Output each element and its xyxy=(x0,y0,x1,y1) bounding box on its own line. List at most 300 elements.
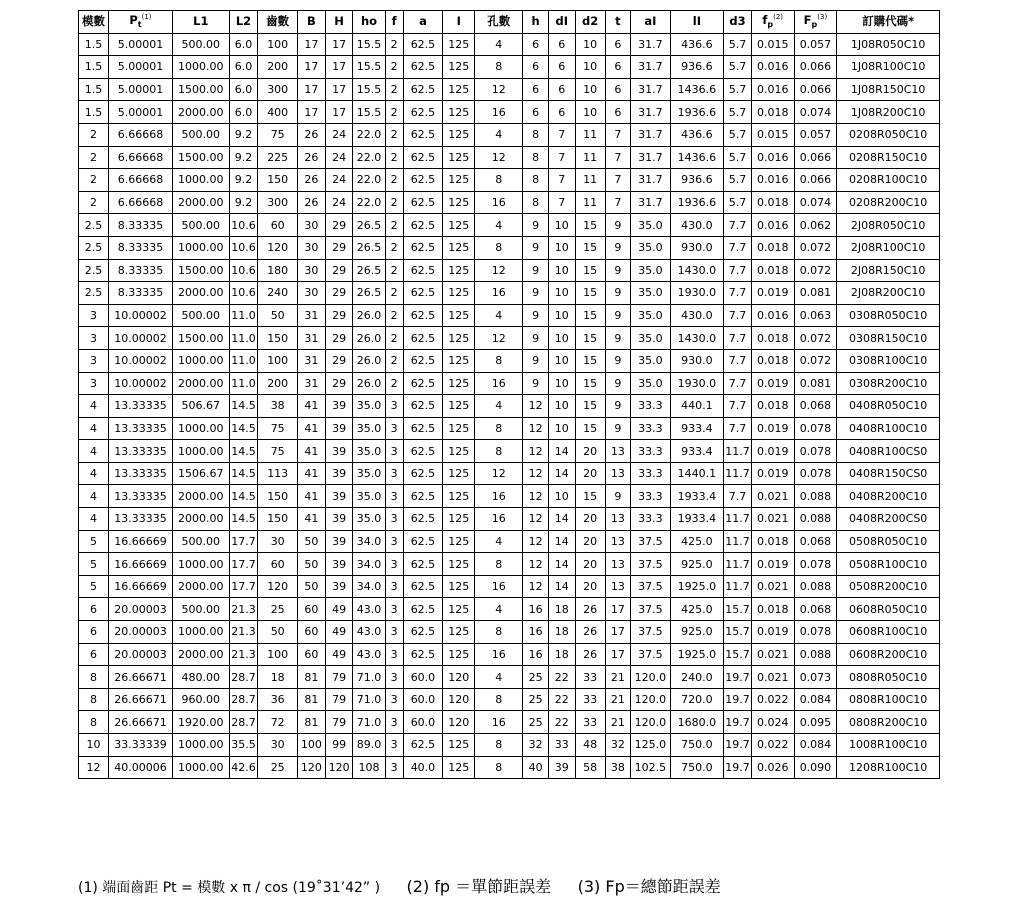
table-cell: 40.0 xyxy=(403,756,443,779)
table-cell: 19.7 xyxy=(724,688,752,711)
table-row xyxy=(79,711,940,734)
table-cell: 16 xyxy=(475,508,523,531)
table-cell: 8.33335 xyxy=(108,236,172,259)
table-cell: 13 xyxy=(605,508,631,531)
table-cell: 5 xyxy=(79,530,109,553)
table-cell: 15.7 xyxy=(724,598,752,621)
Fp-label: F xyxy=(803,13,812,28)
table-cell: 2 xyxy=(385,282,403,305)
table-cell: 1430.0 xyxy=(670,327,723,350)
table-cell: 0.019 xyxy=(751,372,794,395)
table-cell: 17 xyxy=(605,598,631,621)
table-cell: 2 xyxy=(79,146,109,169)
table-cell: 125 xyxy=(443,756,475,779)
table-cell: 35.0 xyxy=(631,282,671,305)
table-cell: 0.084 xyxy=(794,734,837,757)
table-cell: 1933.4 xyxy=(670,508,723,531)
table-cell: 1920.00 xyxy=(173,711,230,734)
table-cell: 0408R200C10 xyxy=(837,485,940,508)
table-cell: 2.5 xyxy=(79,259,109,282)
table-cell: 30 xyxy=(297,236,325,259)
table-cell: 2000.00 xyxy=(173,372,230,395)
table-cell: 1J08R100C10 xyxy=(837,56,940,79)
table-cell: 150 xyxy=(258,327,298,350)
table-cell: 14.5 xyxy=(229,485,258,508)
table-row xyxy=(79,508,940,531)
table-cell: 125 xyxy=(443,417,475,440)
table-cell: 14 xyxy=(548,462,575,485)
table-cell: 26.66671 xyxy=(108,688,172,711)
table-cell: 125 xyxy=(443,643,475,666)
table-cell: 14.5 xyxy=(229,508,258,531)
table-cell: 26 xyxy=(297,169,325,192)
table-cell: 1.5 xyxy=(79,78,109,101)
table-cell: 0408R100CS0 xyxy=(837,440,940,463)
table-cell: 10 xyxy=(548,282,575,305)
table-cell: 3 xyxy=(385,485,403,508)
table-cell: 62.5 xyxy=(403,101,443,124)
table-cell: 6.0 xyxy=(229,78,258,101)
table-cell: 8 xyxy=(79,666,109,689)
table-cell: 37.5 xyxy=(631,530,671,553)
table-cell: 1000.00 xyxy=(173,734,230,757)
table-cell: 16 xyxy=(523,643,549,666)
table-cell: 62.5 xyxy=(403,598,443,621)
table-cell: 4 xyxy=(79,417,109,440)
table-cell: 28.7 xyxy=(229,711,258,734)
col-header-d3: d3 xyxy=(724,11,752,34)
table-cell: 2 xyxy=(385,259,403,282)
table-row xyxy=(79,304,940,327)
table-cell: 0.018 xyxy=(751,259,794,282)
pt-subscript: t xyxy=(137,20,142,30)
table-cell: 125 xyxy=(443,123,475,146)
table-cell: 8.33335 xyxy=(108,214,172,237)
table-cell: 0.066 xyxy=(794,78,837,101)
col-header-pt xyxy=(108,11,172,34)
table-cell: 29 xyxy=(325,349,353,372)
table-row xyxy=(79,349,940,372)
table-cell: 5.7 xyxy=(724,78,752,101)
table-row xyxy=(79,530,940,553)
table-cell: 0.018 xyxy=(751,191,794,214)
table-row xyxy=(79,259,940,282)
table-cell: 125 xyxy=(443,575,475,598)
table-cell: 20 xyxy=(575,530,605,553)
table-cell: 0.088 xyxy=(794,643,837,666)
table-cell: 2 xyxy=(79,191,109,214)
table-cell: 25 xyxy=(523,711,549,734)
table-cell: 41 xyxy=(297,417,325,440)
table-cell: 0.063 xyxy=(794,304,837,327)
table-cell: 43.0 xyxy=(353,643,385,666)
table-cell: 3 xyxy=(385,462,403,485)
table-cell: 37.5 xyxy=(631,598,671,621)
table-cell: 100 xyxy=(258,349,298,372)
table-cell: 0508R100C10 xyxy=(837,553,940,576)
table-cell: 1000.00 xyxy=(173,56,230,79)
table-cell: 35.0 xyxy=(631,372,671,395)
table-cell: 9 xyxy=(523,282,549,305)
footnote-1: (1) 端面齒距 Pt = 模數 x π / cos (19˚31’42” ) xyxy=(78,880,381,896)
table-cell: 8 xyxy=(523,146,549,169)
table-cell: 0.018 xyxy=(751,101,794,124)
table-cell: 21.3 xyxy=(229,598,258,621)
table-cell: 933.4 xyxy=(670,440,723,463)
table-cell: 6.0 xyxy=(229,101,258,124)
table-cell: 2 xyxy=(385,191,403,214)
table-cell: 0308R050C10 xyxy=(837,304,940,327)
table-cell: 6.0 xyxy=(229,56,258,79)
table-cell: 1933.4 xyxy=(670,485,723,508)
table-cell: 125 xyxy=(443,734,475,757)
table-cell: 2 xyxy=(79,169,109,192)
table-cell: 7 xyxy=(605,146,631,169)
table-cell: 32 xyxy=(605,734,631,757)
table-row xyxy=(79,417,940,440)
table-cell: 0208R150C10 xyxy=(837,146,940,169)
table-cell: 39 xyxy=(325,575,353,598)
table-cell: 9 xyxy=(605,349,631,372)
table-cell: 15 xyxy=(575,282,605,305)
table-cell: 125.0 xyxy=(631,734,671,757)
table-cell: 5 xyxy=(79,575,109,598)
table-cell: 24 xyxy=(325,146,353,169)
table-cell: 33.3 xyxy=(631,462,671,485)
col-header-l1: L1 xyxy=(173,11,230,34)
table-cell: 41 xyxy=(297,395,325,418)
table-cell: 8 xyxy=(475,236,523,259)
table-cell: 20.00003 xyxy=(108,598,172,621)
table-cell: 5.7 xyxy=(724,101,752,124)
table-cell: 48 xyxy=(575,734,605,757)
table-cell: 0.019 xyxy=(751,621,794,644)
table-cell: 10.00002 xyxy=(108,372,172,395)
table-cell: 25 xyxy=(258,598,298,621)
table-cell: 0.016 xyxy=(751,304,794,327)
table-cell: 6 xyxy=(605,56,631,79)
table-cell: 10 xyxy=(79,734,109,757)
table-cell: 10 xyxy=(548,304,575,327)
table-cell: 26 xyxy=(575,621,605,644)
table-cell: 9 xyxy=(523,327,549,350)
table-cell: 7.7 xyxy=(724,485,752,508)
table-cell: 0.078 xyxy=(794,553,837,576)
table-cell: 4 xyxy=(79,440,109,463)
table-cell: 28.7 xyxy=(229,666,258,689)
table-cell: 1000.00 xyxy=(173,553,230,576)
table-cell: 22 xyxy=(548,711,575,734)
table-cell: 12 xyxy=(475,259,523,282)
table-cell: 30 xyxy=(297,282,325,305)
table-cell: 113 xyxy=(258,462,298,485)
table-cell: 33 xyxy=(548,734,575,757)
table-cell: 125 xyxy=(443,395,475,418)
table-cell: 1500.00 xyxy=(173,78,230,101)
table-cell: 400 xyxy=(258,101,298,124)
table-cell: 5 xyxy=(79,553,109,576)
table-cell: 0.016 xyxy=(751,214,794,237)
table-cell: 10 xyxy=(548,349,575,372)
table-cell: 9 xyxy=(605,236,631,259)
table-cell: 125 xyxy=(443,304,475,327)
table-cell: 8 xyxy=(475,440,523,463)
table-cell: 125 xyxy=(443,530,475,553)
table-cell: 75 xyxy=(258,123,298,146)
table-cell: 13 xyxy=(605,462,631,485)
table-cell: 81 xyxy=(297,688,325,711)
table-cell: 14 xyxy=(548,575,575,598)
table-cell: 1000.00 xyxy=(173,756,230,779)
table-cell: 9.2 xyxy=(229,123,258,146)
table-cell: 62.5 xyxy=(403,56,443,79)
table-cell: 11.7 xyxy=(724,508,752,531)
table-cell: 120.0 xyxy=(631,711,671,734)
table-cell: 22 xyxy=(548,688,575,711)
table-cell: 750.0 xyxy=(670,756,723,779)
table-cell: 500.00 xyxy=(173,598,230,621)
table-cell: 11.0 xyxy=(229,327,258,350)
table-row xyxy=(79,575,940,598)
table-cell: 26.66671 xyxy=(108,711,172,734)
table-cell: 15 xyxy=(575,395,605,418)
table-cell: 120 xyxy=(297,756,325,779)
table-cell: 0608R200C10 xyxy=(837,643,940,666)
table-cell: 6.66668 xyxy=(108,169,172,192)
table-cell: 0508R050C10 xyxy=(837,530,940,553)
table-cell: 62.5 xyxy=(403,734,443,757)
table-cell: 39 xyxy=(325,485,353,508)
table-cell: 4 xyxy=(79,395,109,418)
table-cell: 8 xyxy=(475,688,523,711)
table-cell: 25 xyxy=(523,688,549,711)
table-cell: 0.015 xyxy=(751,123,794,146)
table-cell: 13.33335 xyxy=(108,417,172,440)
table-cell: 33.3 xyxy=(631,395,671,418)
table-cell: 0.019 xyxy=(751,282,794,305)
table-cell: 1000.00 xyxy=(173,236,230,259)
table-cell: 1500.00 xyxy=(173,146,230,169)
table-cell: 26.5 xyxy=(353,259,385,282)
table-cell: 4 xyxy=(475,304,523,327)
table-cell: 15 xyxy=(575,327,605,350)
table-cell: 6 xyxy=(523,78,549,101)
table-cell: 6.66668 xyxy=(108,123,172,146)
table-cell: 26 xyxy=(575,598,605,621)
table-cell: 43.0 xyxy=(353,621,385,644)
table-cell: 1430.0 xyxy=(670,259,723,282)
table-cell: 1680.0 xyxy=(670,711,723,734)
table-cell: 11 xyxy=(575,146,605,169)
table-cell: 0.021 xyxy=(751,508,794,531)
table-cell: 125 xyxy=(443,508,475,531)
table-cell: 3 xyxy=(385,530,403,553)
table-cell: 11 xyxy=(575,191,605,214)
table-cell: 925.0 xyxy=(670,553,723,576)
table-cell: 17 xyxy=(297,78,325,101)
table-cell: 125 xyxy=(443,485,475,508)
table-cell: 0.019 xyxy=(751,440,794,463)
col-header-l-lower: lI xyxy=(670,11,723,34)
table-cell: 9 xyxy=(523,372,549,395)
table-cell: 29 xyxy=(325,214,353,237)
table-cell: 425.0 xyxy=(670,598,723,621)
table-row xyxy=(79,169,940,192)
table-cell: 3 xyxy=(385,734,403,757)
table-cell: 5.7 xyxy=(724,56,752,79)
table-cell: 15.7 xyxy=(724,621,752,644)
table-cell: 300 xyxy=(258,78,298,101)
table-cell: 0.081 xyxy=(794,372,837,395)
table-cell: 15.5 xyxy=(353,101,385,124)
footnote-2: (2) fp ＝單節距誤差 xyxy=(406,877,552,896)
table-cell: 7 xyxy=(548,191,575,214)
table-cell: 21.3 xyxy=(229,621,258,644)
table-cell: 5.7 xyxy=(724,123,752,146)
table-cell: 13.33335 xyxy=(108,462,172,485)
table-row xyxy=(79,553,940,576)
table-cell: 5.7 xyxy=(724,191,752,214)
table-cell: 12 xyxy=(523,462,549,485)
table-cell: 26.5 xyxy=(353,236,385,259)
table-cell: 60 xyxy=(297,621,325,644)
table-cell: 10.6 xyxy=(229,214,258,237)
table-cell: 0.018 xyxy=(751,598,794,621)
table-cell: 71.0 xyxy=(353,711,385,734)
table-cell: 0.090 xyxy=(794,756,837,779)
table-cell: 6.0 xyxy=(229,33,258,56)
table-cell: 3 xyxy=(385,688,403,711)
table-cell: 0208R050C10 xyxy=(837,123,940,146)
table-cell: 2J08R050C10 xyxy=(837,214,940,237)
table-cell: 300 xyxy=(258,191,298,214)
table-cell: 60 xyxy=(258,553,298,576)
table-cell: 25 xyxy=(523,666,549,689)
table-cell: 3 xyxy=(385,711,403,734)
table-cell: 0208R100C10 xyxy=(837,169,940,192)
table-cell: 15.5 xyxy=(353,56,385,79)
table-cell: 5.7 xyxy=(724,146,752,169)
table-cell: 22.0 xyxy=(353,191,385,214)
table-cell: 120 xyxy=(258,236,298,259)
table-cell: 0.081 xyxy=(794,282,837,305)
table-cell: 41 xyxy=(297,485,325,508)
table-cell: 39 xyxy=(548,756,575,779)
table-cell: 2 xyxy=(385,304,403,327)
table-cell: 2 xyxy=(79,123,109,146)
table-cell: 31.7 xyxy=(631,33,671,56)
table-cell: 81 xyxy=(297,666,325,689)
table-cell: 15 xyxy=(575,417,605,440)
table-cell: 79 xyxy=(325,666,353,689)
table-cell: 436.6 xyxy=(670,123,723,146)
fp-label: f xyxy=(762,13,768,28)
table-cell: 31 xyxy=(297,372,325,395)
table-cell: 39 xyxy=(325,553,353,576)
table-cell: 2000.00 xyxy=(173,101,230,124)
table-cell: 8 xyxy=(475,734,523,757)
col-header-order-code: 訂購代碼* xyxy=(837,11,940,34)
table-cell: 2 xyxy=(385,372,403,395)
table-cell: 8 xyxy=(475,417,523,440)
table-row xyxy=(79,214,940,237)
table-cell: 0.068 xyxy=(794,530,837,553)
table-cell: 933.4 xyxy=(670,417,723,440)
table-cell: 62.5 xyxy=(403,440,443,463)
table-cell: 28.7 xyxy=(229,688,258,711)
table-cell: 100 xyxy=(258,643,298,666)
table-cell: 6 xyxy=(523,56,549,79)
table-cell: 75 xyxy=(258,440,298,463)
table-cell: 14 xyxy=(548,530,575,553)
table-cell: 3 xyxy=(385,643,403,666)
table-cell: 240 xyxy=(258,282,298,305)
table-cell: 16 xyxy=(475,643,523,666)
table-cell: 1000.00 xyxy=(173,621,230,644)
table-cell: 79 xyxy=(325,711,353,734)
table-cell: 62.5 xyxy=(403,236,443,259)
table-cell: 17 xyxy=(297,101,325,124)
table-cell: 0508R200C10 xyxy=(837,575,940,598)
table-cell: 21.3 xyxy=(229,643,258,666)
table-cell: 1925.0 xyxy=(670,575,723,598)
table-cell: 18 xyxy=(548,598,575,621)
table-cell: 26 xyxy=(297,191,325,214)
table-cell: 0308R200C10 xyxy=(837,372,940,395)
table-cell: 2J08R100C10 xyxy=(837,236,940,259)
table-cell: 12 xyxy=(523,553,549,576)
table-cell: 42.6 xyxy=(229,756,258,779)
table-cell: 0.074 xyxy=(794,101,837,124)
table-cell: 14.5 xyxy=(229,462,258,485)
table-cell: 7 xyxy=(605,191,631,214)
table-cell: 0.021 xyxy=(751,575,794,598)
table-cell: 9 xyxy=(523,259,549,282)
table-cell: 7.7 xyxy=(724,259,752,282)
table-cell: 1J08R200C10 xyxy=(837,101,940,124)
table-cell: 62.5 xyxy=(403,78,443,101)
table-cell: 13 xyxy=(605,575,631,598)
specification-table xyxy=(78,10,940,779)
table-cell: 0.018 xyxy=(751,395,794,418)
table-cell: 14.5 xyxy=(229,417,258,440)
table-cell: 9 xyxy=(523,236,549,259)
table-cell: 10.00002 xyxy=(108,304,172,327)
table-cell: 29 xyxy=(325,282,353,305)
table-cell: 17 xyxy=(325,33,353,56)
table-cell: 19.7 xyxy=(724,756,752,779)
table-cell: 125 xyxy=(443,33,475,56)
table-cell: 0.021 xyxy=(751,485,794,508)
table-cell: 17.7 xyxy=(229,553,258,576)
table-cell: 11 xyxy=(575,123,605,146)
table-cell: 10 xyxy=(548,327,575,350)
col-header-holes: 孔數 xyxy=(475,11,523,34)
table-cell: 16.66669 xyxy=(108,575,172,598)
table-cell: 2 xyxy=(385,214,403,237)
table-cell: 1436.6 xyxy=(670,146,723,169)
table-row xyxy=(79,688,940,711)
table-cell: 6.66668 xyxy=(108,146,172,169)
table-cell: 9 xyxy=(605,214,631,237)
table-cell: 8 xyxy=(79,688,109,711)
table-cell: 62.5 xyxy=(403,123,443,146)
table-cell: 7 xyxy=(548,169,575,192)
table-cell: 35.0 xyxy=(631,349,671,372)
table-cell: 9 xyxy=(605,372,631,395)
table-cell: 0.018 xyxy=(751,349,794,372)
table-cell: 0808R200C10 xyxy=(837,711,940,734)
